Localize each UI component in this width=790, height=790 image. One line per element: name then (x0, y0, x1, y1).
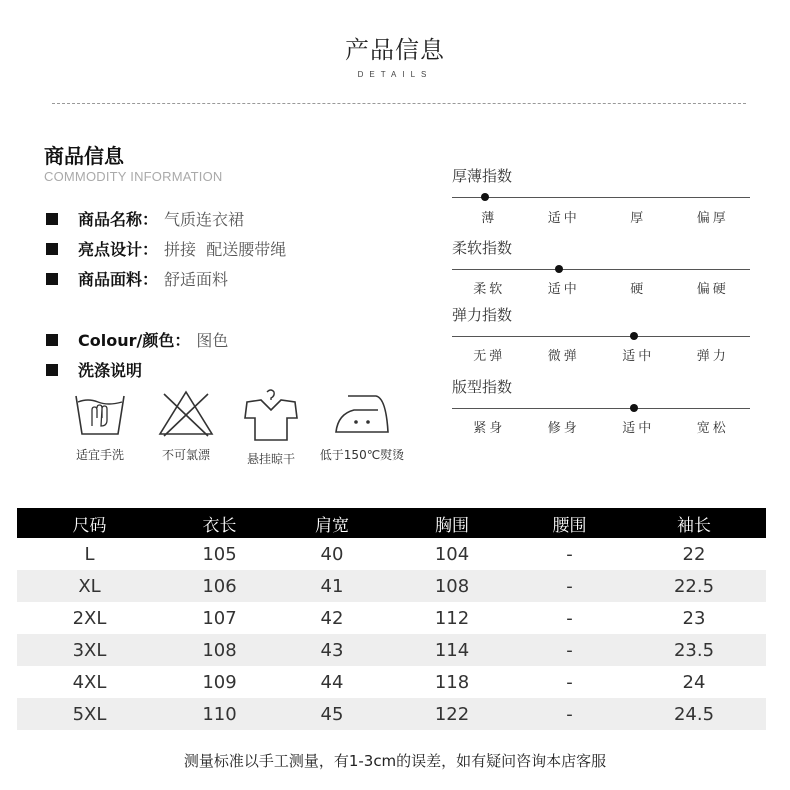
divider (52, 103, 746, 104)
table-row (17, 538, 766, 570)
care-caption: 低于150℃熨烫 (319, 448, 405, 462)
info-row-wash (46, 358, 142, 381)
table-cell: 108 (434, 575, 470, 597)
info-row-design (46, 237, 286, 260)
table-cell: - (566, 543, 573, 565)
bullet-square-icon (46, 334, 58, 346)
table-cell: 42 (320, 607, 344, 629)
scale-title-fit: 版型指数 (452, 378, 513, 396)
table-cell: 4XL (72, 671, 107, 693)
table-cell: L (84, 543, 95, 565)
hang-dry-icon (239, 388, 303, 442)
scale-marker (630, 404, 638, 412)
table-cell: 114 (434, 639, 470, 661)
bullet-square-icon (46, 273, 58, 285)
hand-wash-icon (70, 388, 130, 438)
table-cell: 24 (682, 671, 706, 693)
scale-marker (630, 332, 638, 340)
scale-option: 无弹 (473, 349, 506, 364)
table-header (17, 508, 766, 538)
care-item (60, 388, 140, 463)
scale-option: 厚 (630, 211, 647, 226)
column-header: 衣长 (202, 515, 237, 536)
table-cell: - (566, 703, 573, 725)
page-title: 产品信息 (345, 36, 445, 64)
scale-line (452, 408, 750, 409)
table-cell: 43 (320, 639, 344, 661)
scale-title-elasticity: 弹力指数 (452, 306, 513, 324)
scale-option: 弹力 (696, 349, 729, 364)
scale-line (452, 197, 750, 198)
table-row (17, 666, 766, 698)
scale-option: 宽松 (696, 421, 729, 436)
info-title: 商品信息 (44, 144, 124, 168)
table-cell: 106 (202, 575, 237, 597)
info-row-fabric (46, 267, 228, 290)
table-cell: 104 (434, 543, 470, 565)
scale-option: 适中 (622, 349, 655, 364)
info-label: 商品名称： (78, 210, 159, 229)
care-caption: 悬挂晾干 (246, 452, 295, 466)
info-label: 洗涤说明 (78, 361, 143, 380)
scale-option: 紧身 (473, 421, 506, 436)
info-value: 气质连衣裙 (164, 210, 245, 229)
scale-option: 柔软 (473, 282, 506, 297)
table-row (17, 698, 766, 730)
table-cell: 3XL (72, 639, 107, 661)
column-header: 尺码 (72, 515, 107, 536)
scale-option: 适中 (622, 421, 655, 436)
page-subtitle: DETAILS (357, 70, 433, 79)
table-cell: 23 (682, 607, 706, 629)
info-value: 图色 (196, 331, 229, 350)
scale-option: 薄 (481, 211, 498, 226)
table-cell: 112 (434, 607, 470, 629)
table-cell: 24.5 (673, 703, 715, 725)
scale-title-softness: 柔软指数 (452, 239, 513, 257)
size-table (17, 508, 766, 730)
info-value: 拼接 配送腰带绳 (164, 240, 287, 259)
scale-labels (452, 345, 750, 364)
care-item (231, 388, 311, 467)
table-cell: - (566, 575, 573, 597)
bullet-square-icon (46, 213, 58, 225)
column-header: 腰围 (552, 515, 587, 536)
scale-option: 偏厚 (696, 211, 729, 226)
column-header: 胸围 (435, 515, 469, 536)
info-row-colour (46, 328, 228, 351)
scale-line (452, 269, 750, 270)
table-cell: 105 (202, 543, 237, 565)
scale-option: 修身 (547, 421, 580, 436)
bullet-square-icon (46, 364, 58, 376)
scale-option: 适中 (547, 282, 580, 297)
table-cell: 44 (320, 671, 344, 693)
table-cell: 22.5 (673, 575, 715, 597)
table-cell: - (566, 671, 573, 693)
table-cell: 40 (320, 543, 344, 565)
no-bleach-icon (156, 388, 216, 438)
table-cell: 41 (320, 575, 344, 597)
column-header: 袖长 (677, 515, 711, 536)
table-row (17, 634, 766, 666)
scale-labels (452, 278, 750, 297)
scale-line (452, 336, 750, 337)
info-label: Colour/颜色： (78, 331, 191, 350)
info-label: 商品面料： (78, 270, 159, 289)
table-cell: 108 (202, 639, 237, 661)
table-cell: - (566, 639, 573, 661)
scale-option: 硬 (630, 282, 647, 297)
table-cell: 2XL (72, 607, 107, 629)
scale-title-thickness: 厚薄指数 (452, 167, 513, 185)
table-cell: 110 (202, 703, 237, 725)
table-cell: 107 (202, 607, 237, 629)
care-item (146, 388, 226, 463)
scale-marker (555, 265, 563, 273)
scale-labels (452, 207, 750, 226)
info-label: 亮点设计： (78, 240, 159, 259)
scale-option: 微弹 (547, 349, 580, 364)
table-cell: 5XL (72, 703, 107, 725)
scale-option: 偏硬 (696, 282, 729, 297)
table-cell: 118 (434, 671, 470, 693)
table-cell: 22 (682, 543, 706, 565)
care-caption: 不可氯漂 (161, 448, 210, 462)
table-cell: 109 (202, 671, 237, 693)
table-cell: 23.5 (673, 639, 715, 661)
table-cell: 45 (320, 703, 344, 725)
bullet-square-icon (46, 243, 58, 255)
scale-labels (452, 417, 750, 436)
table-cell: - (566, 607, 573, 629)
table-row (17, 602, 766, 634)
info-value: 舒适面料 (164, 270, 229, 289)
table-cell: 122 (434, 703, 470, 725)
measurement-note: 测量标准以手工测量，有1-3cm的误差，如有疑问咨询本店客服 (183, 752, 607, 770)
scale-option: 适中 (547, 211, 580, 226)
info-row-name (46, 207, 244, 230)
care-caption: 适宜手洗 (75, 448, 124, 462)
table-row (17, 570, 766, 602)
table-cell: XL (78, 575, 101, 597)
info-subtitle: COMMODITY INFORMATION (44, 169, 223, 184)
column-header: 肩宽 (315, 515, 349, 536)
scale-marker (481, 193, 489, 201)
iron-icon (330, 388, 394, 438)
care-item (317, 388, 407, 463)
